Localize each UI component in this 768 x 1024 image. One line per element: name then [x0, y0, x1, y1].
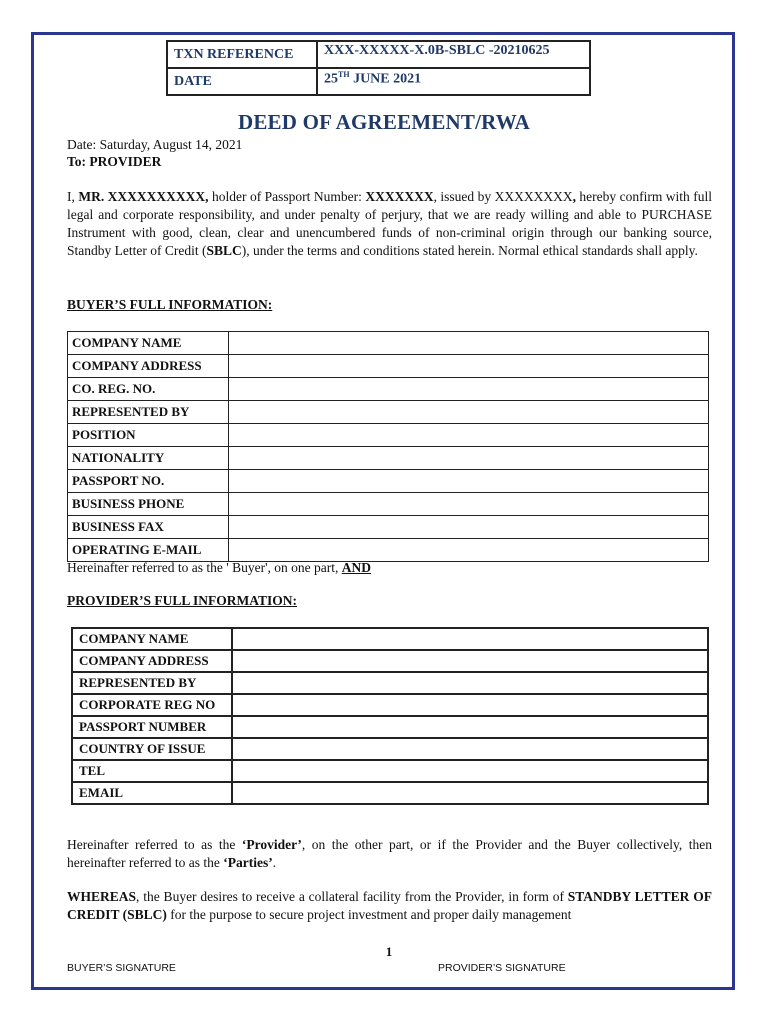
field-value[interactable]: [229, 332, 709, 355]
parties-text-1: Hereinafter referred to as the: [67, 837, 242, 852]
txn-date-row: [167, 68, 590, 95]
date-ordinal: TH: [338, 70, 350, 79]
and-keyword: AND: [341, 560, 371, 575]
field-label: COMPANY NAME: [68, 332, 229, 355]
standby-term: STANDBY LETTER OF CREDIT (SBLC): [67, 889, 712, 922]
field-value[interactable]: [229, 493, 709, 516]
intro-text-1: I,: [67, 189, 79, 204]
table-row: [68, 447, 709, 470]
to-line: To: PROVIDER: [67, 154, 162, 169]
field-value[interactable]: [232, 760, 708, 782]
field-value[interactable]: [232, 782, 708, 804]
table-row: [72, 716, 708, 738]
table-row: [68, 516, 709, 539]
intro-text-3: , issued by XXXXXXXX: [433, 189, 573, 204]
txn-reference-table: [166, 40, 591, 96]
provider-info-table: [71, 627, 709, 805]
whereas-paragraph: [67, 888, 712, 924]
intro-text-5: ), under the terms and conditions stated herein. Normal ethical standards shall apply.: [241, 243, 698, 258]
field-value[interactable]: [229, 470, 709, 493]
txn-date-label: DATE: [167, 68, 317, 95]
date-day: 25: [324, 71, 338, 87]
table-row: [72, 694, 708, 716]
document-title: DEED OF AGREEMENT/RWA: [237, 110, 531, 134]
field-value[interactable]: [229, 424, 709, 447]
field-label: NATIONALITY: [68, 447, 229, 470]
field-value[interactable]: [229, 401, 709, 424]
intro-text-2: holder of Passport Number:: [208, 189, 366, 204]
txn-reference-row: [167, 41, 590, 68]
date-line: Date: Saturday, August 14, 2021: [67, 137, 243, 152]
field-value[interactable]: [232, 694, 708, 716]
field-value[interactable]: [229, 378, 709, 401]
parties-term: ‘Parties’: [223, 855, 273, 870]
table-row: [68, 401, 709, 424]
table-row: [68, 378, 709, 401]
field-label: CO. REG. NO.: [68, 378, 229, 401]
intro-comma: ,: [572, 189, 576, 204]
buyer-referral-line: [67, 559, 371, 577]
table-row: [68, 332, 709, 355]
field-value[interactable]: [232, 628, 708, 650]
intro-text-4: hereby confirm with full legal and corporate responsibility, and under penalty of perjury, that we are ready willing and able to PURCHASE Instrument with good, clean, clear and unencumbered funds of non-criminal origin through our banking source, Standby Letter of Credit (: [67, 189, 713, 258]
table-row: [68, 424, 709, 447]
field-label: REPRESENTED BY: [72, 672, 232, 694]
field-label: PASSPORT NUMBER: [72, 716, 232, 738]
field-label: COMPANY NAME: [72, 628, 232, 650]
whereas-text-1: , the Buyer desires to receive a collateral facility from the Provider, in form of: [136, 889, 568, 904]
field-label: TEL: [72, 760, 232, 782]
field-value[interactable]: [229, 355, 709, 378]
parties-text-3: .: [272, 855, 277, 870]
page-number: 1: [385, 944, 393, 959]
table-row: [68, 355, 709, 378]
table-row: [72, 738, 708, 760]
whereas-keyword: WHEREAS: [67, 889, 137, 904]
field-label: CORPORATE REG NO: [72, 694, 232, 716]
field-label: OPERATING E-MAIL: [68, 539, 229, 562]
parties-text-2: , on the other part, or if the Provider and the Buyer collectively, then hereinafter referred to as the: [67, 837, 713, 870]
provider-info-heading: PROVIDER’S FULL INFORMATION:: [67, 593, 298, 608]
provider-signature-label: PROVIDER’S SIGNATURE: [438, 962, 566, 974]
table-row: [72, 760, 708, 782]
field-value[interactable]: [229, 447, 709, 470]
table-row: [72, 782, 708, 804]
table-row: [72, 672, 708, 694]
txn-reference-label: TXN REFERENCE: [167, 41, 317, 68]
field-label: COUNTRY OF ISSUE: [72, 738, 232, 760]
field-label: POSITION: [68, 424, 229, 447]
whereas-text-2: for the purpose to secure project investment and proper daily management: [166, 907, 572, 922]
buyer-info-table: [67, 331, 709, 562]
buyer-name: MR. XXXXXXXXXX,: [78, 189, 209, 204]
buyer-info-heading: BUYER’S FULL INFORMATION:: [67, 297, 273, 312]
buyer-signature-label: BUYER’S SIGNATURE: [67, 962, 176, 974]
field-label: COMPANY ADDRESS: [68, 355, 229, 378]
txn-date-value: [317, 68, 590, 95]
table-row: [72, 650, 708, 672]
field-value[interactable]: [232, 650, 708, 672]
parties-paragraph: [67, 836, 712, 872]
table-row: [68, 493, 709, 516]
field-value[interactable]: [232, 716, 708, 738]
buyer-referral-text: Hereinafter referred to as the ' Buyer', on one part,: [67, 560, 342, 575]
field-label: PASSPORT NO.: [68, 470, 229, 493]
field-label: COMPANY ADDRESS: [72, 650, 232, 672]
provider-term: ‘Provider’: [241, 837, 302, 852]
field-value[interactable]: [232, 672, 708, 694]
date-rest: JUNE 2021: [349, 71, 422, 87]
field-value[interactable]: [232, 738, 708, 760]
passport-number: XXXXXXX: [365, 189, 434, 204]
txn-reference-value: XXX-XXXXX-X.0B-SBLC -20210625: [317, 41, 590, 68]
field-label: BUSINESS PHONE: [68, 493, 229, 516]
intro-paragraph: [67, 188, 712, 260]
table-row: [68, 470, 709, 493]
field-label: BUSINESS FAX: [68, 516, 229, 539]
field-label: EMAIL: [72, 782, 232, 804]
field-label: REPRESENTED BY: [68, 401, 229, 424]
sblc-abbrev: SBLC: [206, 243, 242, 258]
field-value[interactable]: [229, 516, 709, 539]
table-row: [72, 628, 708, 650]
